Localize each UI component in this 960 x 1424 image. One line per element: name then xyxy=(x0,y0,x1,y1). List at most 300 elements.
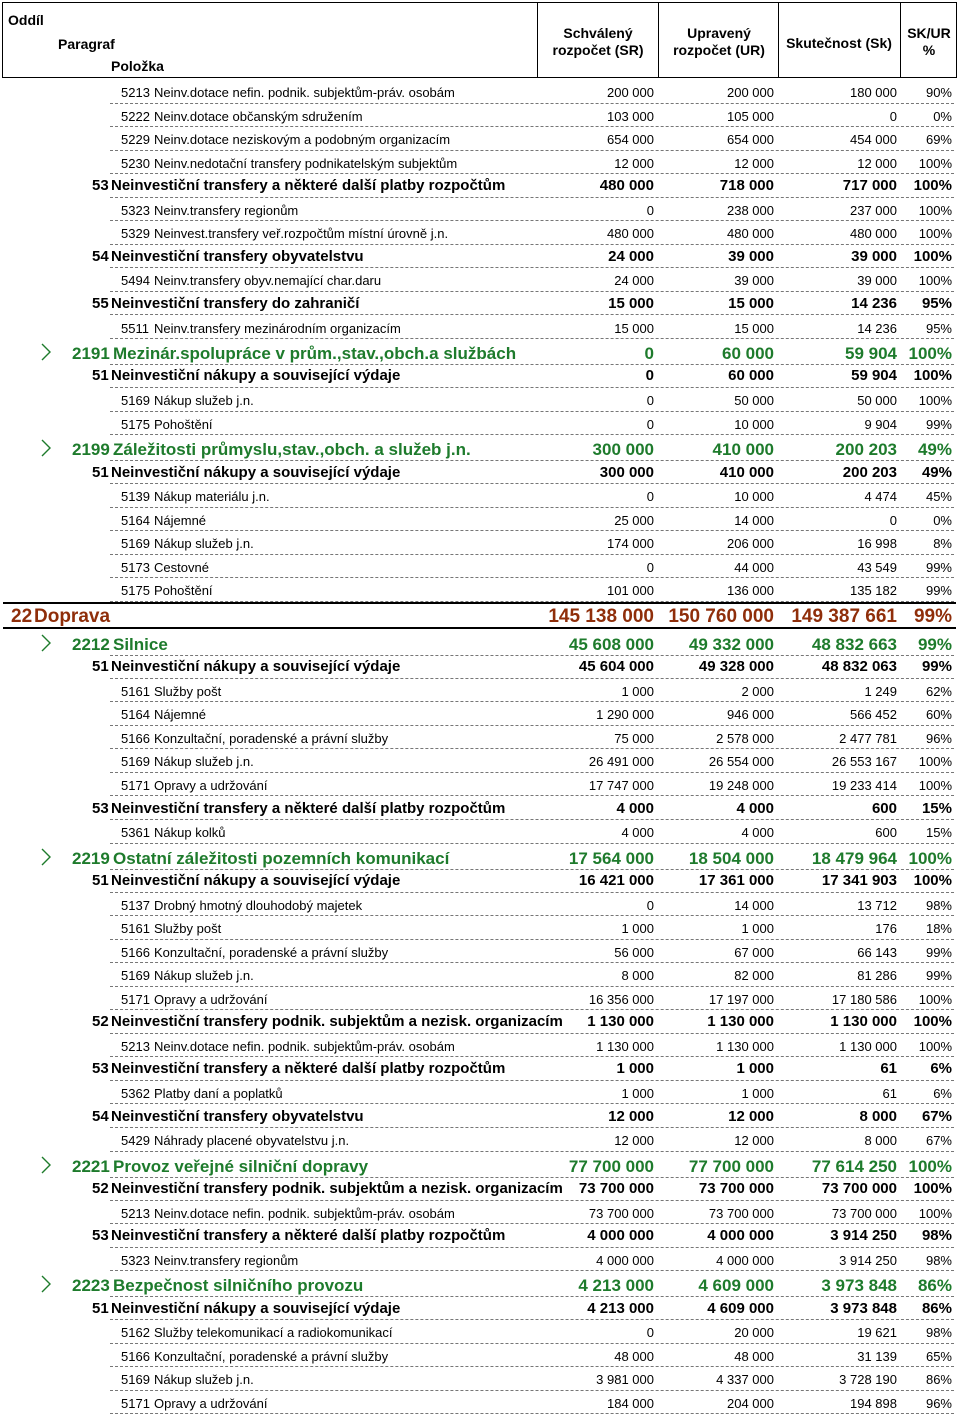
value-pct: 100% xyxy=(918,202,952,218)
value-sr: 77 700 000 xyxy=(568,1156,654,1176)
row-code: 2212 xyxy=(72,634,110,654)
row-name: Náhrady placené obyvatelstvu j.n. xyxy=(154,1133,350,1149)
value-sr: 17 747 000 xyxy=(588,777,654,793)
value-sr: 0 xyxy=(646,416,654,432)
value-sk: 2 477 781 xyxy=(839,730,897,746)
value-sr: 0 xyxy=(646,559,654,575)
row-name: Konzultační, poradenské a právní služby xyxy=(154,1348,389,1364)
value-sr: 15 000 xyxy=(614,320,654,336)
value-ur: 105 000 xyxy=(727,108,774,124)
value-sr: 45 604 000 xyxy=(578,658,654,676)
row-name: Pohoštění xyxy=(154,416,213,432)
value-ur: 60 000 xyxy=(728,367,774,385)
value-pct: 100% xyxy=(908,848,952,868)
value-sr: 15 000 xyxy=(608,294,654,312)
value-sk: 16 998 xyxy=(857,536,897,552)
value-pct: 100% xyxy=(918,991,952,1007)
value-sk: 17 341 903 xyxy=(821,872,897,889)
value-ur: 4 000 000 xyxy=(716,1252,774,1268)
value-ur: 12 000 xyxy=(728,1107,774,1125)
value-sr: 12 000 xyxy=(608,1107,654,1125)
row-code: 5166 xyxy=(121,730,150,746)
table-row-item xyxy=(0,151,960,175)
value-pct: 100% xyxy=(913,177,952,195)
row-code: 5161 xyxy=(121,683,150,699)
value-pct: 99% xyxy=(925,944,952,960)
value-sk: 18 479 964 xyxy=(811,848,897,868)
paragraph-marker-icon xyxy=(41,439,51,457)
row-name: Nákup služeb j.n. xyxy=(154,536,254,552)
row-name: Neinv.transfery mezinárodním organizacím xyxy=(154,320,401,336)
value-pct: 90% xyxy=(925,85,952,100)
table-row-group xyxy=(0,245,960,269)
value-sr: 4 213 000 xyxy=(587,1299,654,1317)
value-sk: 73 700 000 xyxy=(821,1180,897,1197)
value-sr: 4 000 000 xyxy=(587,1227,654,1245)
row-name: Nákup služeb j.n. xyxy=(154,1372,254,1388)
table-row-item xyxy=(0,388,960,412)
value-sk: 19 233 414 xyxy=(831,777,897,793)
table-row-paragraph xyxy=(0,1271,960,1297)
value-sk: 8 000 xyxy=(859,1107,897,1125)
value-sr: 4 213 000 xyxy=(578,1276,654,1296)
value-pct: 60% xyxy=(925,707,952,723)
value-sr: 200 000 xyxy=(607,85,654,100)
row-code: 55 xyxy=(92,294,109,312)
value-pct: 86% xyxy=(925,1372,952,1388)
value-pct: 15% xyxy=(921,799,952,817)
row-code: 5169 xyxy=(121,754,150,770)
row-name: Nájemné xyxy=(154,707,207,723)
table-row-item xyxy=(0,1391,960,1415)
table-row-item xyxy=(0,316,960,340)
value-ur: 49 332 000 xyxy=(688,634,774,654)
table-row-item xyxy=(0,555,960,579)
value-pct: 98% xyxy=(925,1252,952,1268)
value-pct: 6% xyxy=(930,1060,952,1078)
table-row-group xyxy=(0,655,960,679)
row-name: Neinvestiční transfery obyvatelstvu xyxy=(111,247,364,265)
value-sr: 0 xyxy=(646,393,654,408)
value-sr: 56 000 xyxy=(614,944,654,960)
value-pct: 100% xyxy=(918,1205,952,1221)
row-name: Nákup kolků xyxy=(154,825,226,841)
value-sk: 13 712 xyxy=(857,897,897,913)
row-name: Neinv.nedotační transfery podnikatelským subjektům xyxy=(154,155,458,171)
table-row-item xyxy=(0,80,960,104)
value-sr: 26 491 000 xyxy=(588,754,654,770)
value-sk: 480 000 xyxy=(850,226,897,242)
row-code: 5169 xyxy=(121,393,150,408)
value-sk: 17 180 586 xyxy=(831,991,897,1007)
row-rule xyxy=(110,1413,954,1414)
table-row-group xyxy=(0,1297,960,1321)
row-code: 5164 xyxy=(121,512,150,528)
value-pct: 100% xyxy=(913,872,952,889)
value-ur: 60 000 xyxy=(722,344,774,364)
row-name: Neinv.transfery obyv.nemající char.daru xyxy=(154,273,382,289)
value-sr: 12 000 xyxy=(614,155,654,171)
header-col-sr: Schválený rozpočet (SR) xyxy=(552,25,644,58)
table-row-group xyxy=(0,1057,960,1081)
table-row-item xyxy=(0,221,960,245)
table-row-item xyxy=(0,1320,960,1344)
row-code: 5361 xyxy=(121,825,150,841)
value-sk: 1 130 000 xyxy=(839,1038,897,1054)
value-sk: 237 000 xyxy=(850,202,897,218)
row-name: Drobný hmotný dlouhodobý majetek xyxy=(154,897,363,913)
table-row-item xyxy=(0,484,960,508)
value-sr: 17 564 000 xyxy=(568,848,654,868)
value-pct: 100% xyxy=(908,1156,952,1176)
value-pct: 100% xyxy=(913,1180,952,1197)
value-pct: 98% xyxy=(921,1227,952,1245)
value-pct: 99% xyxy=(917,634,952,654)
row-code: 5222 xyxy=(121,108,150,124)
table-row-item xyxy=(0,412,960,436)
value-sr: 0 xyxy=(645,367,654,385)
row-code: 5175 xyxy=(121,583,150,599)
value-ur: 15 000 xyxy=(728,294,774,312)
value-ur: 10 000 xyxy=(734,489,774,505)
value-ur: 204 000 xyxy=(727,1395,774,1411)
value-ur: 44 000 xyxy=(734,559,774,575)
table-row-item xyxy=(0,702,960,726)
row-code: 5323 xyxy=(121,1252,150,1268)
value-sk: 14 236 xyxy=(857,320,897,336)
table-row-item xyxy=(0,963,960,987)
row-name: Ostatní záležitosti pozemních komunikací xyxy=(113,848,450,868)
table-row-group xyxy=(0,1105,960,1129)
table-row-paragraph xyxy=(0,339,960,365)
value-sk: 39 000 xyxy=(851,247,897,265)
table-row-item xyxy=(0,749,960,773)
value-ur: 4 609 000 xyxy=(698,1276,774,1296)
value-pct: 0% xyxy=(933,108,952,124)
row-name: Nákup služeb j.n. xyxy=(154,754,254,770)
row-code: 52 xyxy=(92,1013,109,1031)
value-ur: 20 000 xyxy=(734,1325,774,1341)
value-sk: 3 914 250 xyxy=(839,1252,897,1268)
paragraph-marker-icon xyxy=(41,848,51,866)
value-pct: 99% xyxy=(921,658,952,676)
value-sk: 50 000 xyxy=(857,393,897,408)
value-sr: 300 000 xyxy=(599,463,654,481)
value-pct: 100% xyxy=(918,273,952,289)
value-ur: 15 000 xyxy=(734,320,774,336)
table-row-paragraph xyxy=(0,630,960,656)
value-pct: 99% xyxy=(925,968,952,984)
value-pct: 100% xyxy=(918,754,952,770)
row-code: 5171 xyxy=(121,991,150,1007)
value-ur: 73 700 000 xyxy=(708,1205,774,1221)
value-pct: 62% xyxy=(925,683,952,699)
value-pct: 86% xyxy=(917,1276,952,1296)
row-code: 5166 xyxy=(121,1348,150,1364)
value-ur: 12 000 xyxy=(734,155,774,171)
table-row-item xyxy=(0,578,960,602)
value-sr: 654 000 xyxy=(607,132,654,148)
value-ur: 200 000 xyxy=(727,85,774,100)
value-pct: 96% xyxy=(925,1395,952,1411)
value-ur: 26 554 000 xyxy=(708,754,774,770)
value-sk: 200 203 xyxy=(842,463,897,481)
value-ur: 82 000 xyxy=(734,968,774,984)
row-name: Pohoštění xyxy=(154,583,213,599)
header-col-ur: Upravený rozpočet (UR) xyxy=(673,25,765,58)
table-row-paragraph xyxy=(0,435,960,461)
value-sr: 8 000 xyxy=(621,968,654,984)
row-code: 53 xyxy=(92,1227,109,1245)
value-sk: 200 203 xyxy=(835,440,897,460)
value-ur: 17 361 000 xyxy=(698,872,774,889)
value-pct: 49% xyxy=(921,463,952,481)
value-ur: 48 000 xyxy=(734,1348,774,1364)
row-name: Nákup materiálu j.n. xyxy=(154,489,270,505)
row-code: 53 xyxy=(92,177,109,195)
value-pct: 0% xyxy=(933,512,952,528)
value-ur: 14 000 xyxy=(734,512,774,528)
row-name: Konzultační, poradenské a právní služby xyxy=(154,944,389,960)
value-pct: 100% xyxy=(918,226,952,242)
row-code: 5169 xyxy=(121,1372,150,1388)
value-pct: 49% xyxy=(917,440,952,460)
row-name: Neinv.dotace nefin. podnik. subjektům-práv. osobám xyxy=(154,1205,455,1221)
value-ur: 1 130 000 xyxy=(707,1013,774,1031)
value-ur: 206 000 xyxy=(727,536,774,552)
value-sk: 48 832 663 xyxy=(811,634,897,654)
value-sk: 43 549 xyxy=(857,559,897,575)
value-sr: 4 000 xyxy=(621,825,654,841)
table-row-item xyxy=(0,820,960,844)
paragraph-marker-icon xyxy=(41,1275,51,1293)
value-pct: 100% xyxy=(908,344,952,364)
table-row-group xyxy=(0,1224,960,1248)
value-ur: 150 760 000 xyxy=(668,605,774,627)
row-code: 5166 xyxy=(121,944,150,960)
value-ur: 480 000 xyxy=(727,226,774,242)
row-name: Nákup služeb j.n. xyxy=(154,968,254,984)
row-code: 5213 xyxy=(121,85,150,100)
value-pct: 100% xyxy=(918,1038,952,1054)
value-sr: 3 981 000 xyxy=(596,1372,654,1388)
table-row-item xyxy=(0,1367,960,1391)
row-name: Nájemné xyxy=(154,512,207,528)
value-pct: 6% xyxy=(933,1085,952,1101)
table-row-item xyxy=(0,726,960,750)
value-sr: 16 356 000 xyxy=(588,991,654,1007)
value-sk: 600 xyxy=(871,799,897,817)
value-pct: 100% xyxy=(913,367,952,385)
table-row-item xyxy=(0,1344,960,1368)
value-sk: 135 182 xyxy=(850,583,897,599)
row-code: 52 xyxy=(92,1180,109,1197)
value-sr: 1 130 000 xyxy=(596,1038,654,1054)
row-code: 5323 xyxy=(121,202,150,218)
row-name: Nákup služeb j.n. xyxy=(154,393,254,408)
value-sr: 300 000 xyxy=(592,440,654,460)
row-code: 2221 xyxy=(72,1156,110,1176)
row-code: 2219 xyxy=(72,848,110,868)
table-row-paragraph xyxy=(0,1152,960,1178)
value-sr: 12 000 xyxy=(614,1133,654,1149)
value-sr: 0 xyxy=(646,1325,654,1341)
table-row-group xyxy=(0,364,960,388)
row-code: 5162 xyxy=(121,1325,150,1341)
row-name: Provoz veřejné silniční dopravy xyxy=(113,1156,369,1176)
row-code: 5173 xyxy=(121,559,150,575)
value-sk: 31 139 xyxy=(857,1348,897,1364)
value-sk: 26 553 167 xyxy=(831,754,897,770)
row-name: Neinv.dotace neziskovým a podobným organizacím xyxy=(154,132,451,148)
value-sr: 75 000 xyxy=(614,730,654,746)
value-ur: 136 000 xyxy=(727,583,774,599)
value-pct: 86% xyxy=(921,1299,952,1317)
row-code: 51 xyxy=(92,367,109,385)
table-row-group xyxy=(0,292,960,316)
row-code: 22 xyxy=(11,605,33,627)
value-ur: 4 000 xyxy=(736,799,774,817)
table-row-item xyxy=(0,773,960,797)
value-sr: 0 xyxy=(644,344,654,364)
row-name: Bezpečnost silničního provozu xyxy=(113,1276,364,1296)
value-sr: 1 130 000 xyxy=(587,1013,654,1031)
row-code: 5171 xyxy=(121,1395,150,1411)
value-sk: 9 904 xyxy=(864,416,897,432)
value-ur: 14 000 xyxy=(734,897,774,913)
value-sk: 14 236 xyxy=(851,294,897,312)
row-code: 51 xyxy=(92,463,109,481)
value-sk: 3 728 190 xyxy=(839,1372,897,1388)
header-polozka: Položka xyxy=(111,58,164,74)
value-ur: 1 000 xyxy=(736,1060,774,1078)
value-sr: 1 000 xyxy=(621,921,654,937)
value-ur: 946 000 xyxy=(727,707,774,723)
value-ur: 67 000 xyxy=(734,944,774,960)
row-name: Neinv.transfery regionům xyxy=(154,1252,299,1268)
row-name: Neinv.dotace nefin. podnik. subjektům-práv. osobám xyxy=(154,85,455,100)
value-pct: 96% xyxy=(925,730,952,746)
value-sk: 149 387 661 xyxy=(791,605,897,627)
value-ur: 39 000 xyxy=(734,273,774,289)
paragraph-marker-icon xyxy=(41,1156,51,1174)
row-code: 54 xyxy=(92,247,109,265)
row-code: 5169 xyxy=(121,968,150,984)
value-pct: 99% xyxy=(925,416,952,432)
value-ur: 2 000 xyxy=(741,683,774,699)
row-code: 5213 xyxy=(121,1205,150,1221)
table-row-item xyxy=(0,127,960,151)
row-name: Neinv.dotace nefin. podnik. subjektům-práv. osobám xyxy=(154,1038,455,1054)
value-sk: 3 973 848 xyxy=(821,1276,897,1296)
value-pct: 99% xyxy=(925,583,952,599)
value-sr: 48 000 xyxy=(614,1348,654,1364)
row-name: Opravy a udržování xyxy=(154,777,268,793)
value-ur: 10 000 xyxy=(734,416,774,432)
value-ur: 49 328 000 xyxy=(698,658,774,676)
table-row-group xyxy=(0,461,960,485)
value-pct: 15% xyxy=(925,825,952,841)
row-code: 5494 xyxy=(121,273,150,289)
header-oddil: Oddíl xyxy=(8,12,44,28)
value-sk: 1 130 000 xyxy=(830,1013,897,1031)
row-name: Neinvestiční nákupy a související výdaje xyxy=(111,1299,401,1317)
value-sk: 3 914 250 xyxy=(830,1227,897,1245)
value-sk: 0 xyxy=(889,512,897,528)
value-sr: 0 xyxy=(646,202,654,218)
row-code: 5229 xyxy=(121,132,150,148)
value-ur: 18 504 000 xyxy=(688,848,774,868)
value-ur: 77 700 000 xyxy=(688,1156,774,1176)
paragraph-marker-icon xyxy=(41,343,51,361)
row-code: 2199 xyxy=(72,440,110,460)
paragraph-marker-icon xyxy=(41,634,51,652)
value-sr: 174 000 xyxy=(607,536,654,552)
header-col-pct: SK/UR % xyxy=(907,25,951,58)
row-name: Opravy a udržování xyxy=(154,1395,268,1411)
value-pct: 99% xyxy=(913,605,952,627)
value-sk: 0 xyxy=(889,108,897,124)
table-row-item xyxy=(0,104,960,128)
value-sr: 480 000 xyxy=(599,177,654,195)
value-ur: 1 000 xyxy=(741,921,774,937)
value-sr: 0 xyxy=(646,489,654,505)
row-name: Neinvestiční nákupy a související výdaje xyxy=(111,367,401,385)
value-sr: 4 000 000 xyxy=(596,1252,654,1268)
value-sr: 73 700 000 xyxy=(578,1180,654,1197)
row-name: Neinvestiční transfery a některé další platby rozpočtům xyxy=(111,799,506,817)
row-name: Opravy a udržování xyxy=(154,991,268,1007)
row-name: Neinv.dotace občanským sdružením xyxy=(154,108,363,124)
value-sk: 73 700 000 xyxy=(831,1205,897,1221)
value-pct: 95% xyxy=(925,320,952,336)
value-sr: 16 421 000 xyxy=(578,872,654,889)
table-row-group xyxy=(0,1177,960,1201)
value-sk: 81 286 xyxy=(857,968,897,984)
value-sr: 145 138 000 xyxy=(548,605,654,627)
value-pct: 100% xyxy=(913,1013,952,1031)
row-name: Neinvestiční transfery podnik. subjektům a nezisk. organizacím xyxy=(111,1013,563,1031)
row-name: Neinvestiční transfery a některé další platby rozpočtům xyxy=(111,1060,506,1078)
row-code: 5230 xyxy=(121,155,150,171)
value-sk: 77 614 250 xyxy=(811,1156,897,1176)
value-sr: 1 000 xyxy=(621,683,654,699)
row-code: 51 xyxy=(92,1299,109,1317)
value-sk: 12 000 xyxy=(857,155,897,171)
value-ur: 1 000 xyxy=(741,1085,774,1101)
row-code: 5139 xyxy=(121,489,150,505)
value-pct: 100% xyxy=(918,155,952,171)
value-sr: 101 000 xyxy=(607,583,654,599)
row-name: Mezinár.spolupráce v prům.,stav.,obch.a službách xyxy=(113,344,517,364)
row-name: Neinvestiční transfery a některé další platby rozpočtům xyxy=(111,177,506,195)
value-sk: 194 898 xyxy=(850,1395,897,1411)
value-pct: 98% xyxy=(925,897,952,913)
row-name: Služby pošt xyxy=(154,683,222,699)
row-name: Platby daní a poplatků xyxy=(154,1085,283,1101)
value-ur: 39 000 xyxy=(728,247,774,265)
table-row-paragraph xyxy=(0,844,960,870)
value-sr: 184 000 xyxy=(607,1395,654,1411)
value-pct: 67% xyxy=(921,1107,952,1125)
value-sk: 59 904 xyxy=(851,367,897,385)
row-name: Neinvestiční transfery a některé další platby rozpočtům xyxy=(111,1227,506,1245)
value-sk: 180 000 xyxy=(850,85,897,100)
row-code: 5511 xyxy=(121,320,149,336)
row-code: 2223 xyxy=(72,1276,110,1296)
value-sr: 25 000 xyxy=(614,512,654,528)
value-ur: 4 337 000 xyxy=(716,1372,774,1388)
